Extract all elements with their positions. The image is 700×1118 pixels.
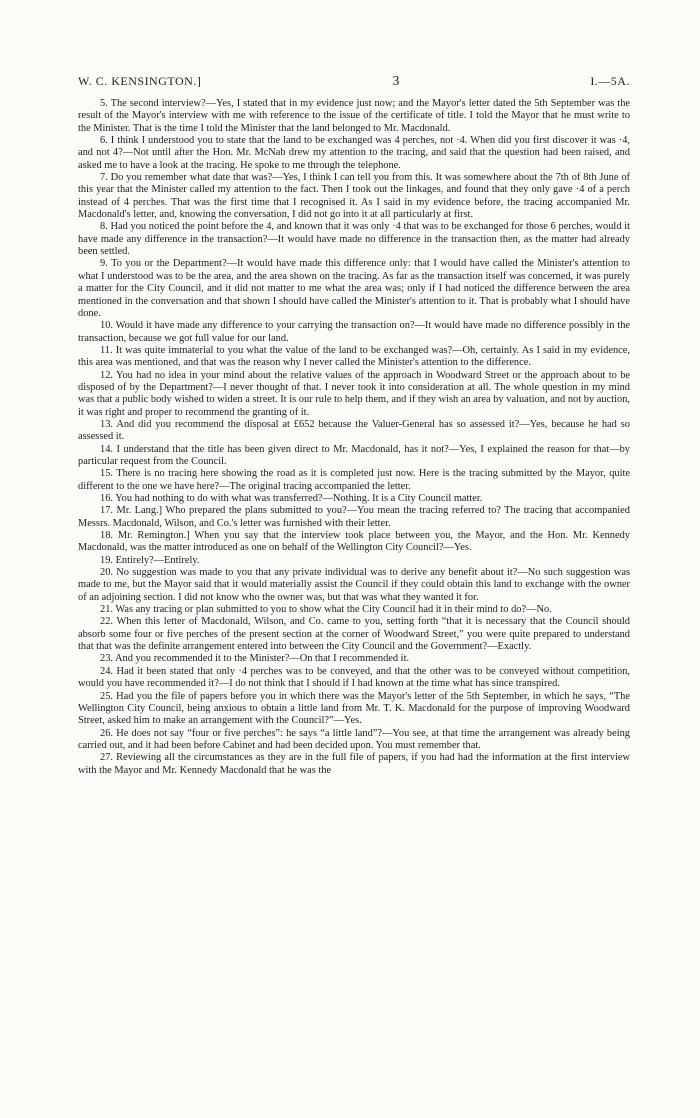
paragraph-q13: 13. And did you recommend the disposal at £652 because the Valuer-General has so assessed it?—Yes, because he had so assessed it. <box>78 418 630 443</box>
paragraph-q17: 17. Mr. Lang.] Who prepared the plans submitted to you?—You mean the tracing referred to? The tracing that accompanied Messrs. Macdonald, Wilson, and Co.'s letter was furnished with their letter. <box>78 505 630 529</box>
document-body <box>78 98 630 777</box>
page-number: 3 <box>392 74 400 89</box>
paragraph-q22: 22. When this letter of Macdonald, Wilson, and Co. came to you, setting forth “that it is necessary that the Council should absorb some four or five perches of the present section at the corner of Woodward Street,” you were quite prepared to understand that that was the definite arrangement entered into between the City Council and the Government?—Exactly. <box>78 616 630 653</box>
paragraph-q21: 21. Was any tracing or plan submitted to you to show what the City Council had it in their mind to do?—No. <box>100 604 552 616</box>
paragraph-q14: 14. I understand that the title has been given direct to Mr. Macdonald, has it not?—Yes, I explained the reason for that—by particular request from the Council. <box>78 443 630 467</box>
paragraph-q24: 24. Had it been stated that only ·4 perches was to be conveyed, and that the other was to be conveyed without competition, would you have recommended it?—I do not think that I should if I had known at the time what has since transpired. <box>78 665 630 690</box>
paragraph-q20: 20. No suggestion was made to you that any private individual was to derive any benefit about it?—No such suggestion was made to me, but the Mayor said that it would materially assist the Council if they could obtain this land to exchange with the owner of an adjoining section. I did not know who the owner was, but that was what they wanted it for. <box>78 567 630 603</box>
paragraph-q26: 26. He does not say “four or five perches”: he says “a little land”?—You see, at that time the arrangement was already being carried out, and it had been before Cabinet and had been decided upon. You must remember that. <box>78 727 630 751</box>
page-header <box>78 74 630 98</box>
paragraph-q11: 11. It was quite immaterial to you what the value of the land to be exchanged was?—Oh, certainly. As I said in my evidence, this area was mentioned, and that was the reason why I never called the Minister's attention to the difference. <box>78 344 630 369</box>
paragraph-q27: 27. Reviewing all the circumstances as they are in the full file of papers, if you had had the information at the first interview with the Mayor and Mr. Kennedy Macdonald that he was the <box>78 752 630 776</box>
paragraph-q7: 7. Do you remember what date that was?—Yes, I think I can tell you from this. It was somewhere about the 7th of 8th June of this year that the Minister called my attention to the fact. Then I took out the linkages, and found that they only gave ·4 of a perch instead of 4 perches. That was the first time that I recognised it. As I said in my evidence before, the tracing accompanied Mr. Macdonald's letter, and, knowing the conversation, I did not go into it at all particularly at first. <box>78 172 630 221</box>
paragraph-q15: 15. There is no tracing here showing the road as it is completed just now. Here is the tracing submitted by the Mayor, quite different to the one we have here?—The original tracing accompanied the letter. <box>78 468 630 492</box>
paragraph-q16: 16. You had nothing to do with what was transferred?—Nothing. It is a City Council matter. <box>100 493 483 504</box>
paragraph-q12: 12. You had no idea in your mind about the relative values of the approach in Woodward Street or the approach about to be disposed of by the Department?—I never thought of that. I never took it into consideration at all. The whole question in my mind was that a public body wished to widen a street. It is our rule to help them, and if they wish an area by valuation, and not by auction, it was right and proper to recommend the granting of it. <box>78 369 630 418</box>
paragraph-q5: 5. The second interview?—Yes, I stated that in my evidence just now; and the Mayor's letter dated the 5th September was the result of the Mayor's interview with me with reference to the issue of the certificate of title. I told the Mayor that he must write to the Minister. That is the time I told the Minister that the land belonged to Mr. Macdonald. <box>78 98 630 134</box>
paragraph-q25: 25. Had you the file of papers before you in which there was the Mayor's letter of the 5th September, in which he says, “The Wellington City Council, being anxious to obtain a little land from Mr. T. K. Macdonald for the purpose of improving Woodward Street, asked him to make an arrangement with the Council?”—Yes. <box>78 690 630 727</box>
paragraph-q10: 10. Would it have made any difference to your carrying the transaction on?—It would have made no difference possibly in the transaction, because we got full value for our land. <box>78 320 630 344</box>
document-reference: I.—5A. <box>590 74 630 88</box>
paragraph-q9: 9. To you or the Department?—It would have made this difference only: that I would have called the Minister's attention to what I understood was to be the area, and the area shown on the tracing. As far as the transaction itself was concerned, it was purely a matter for the City Council, and it did not matter to me what the area was; only if I had noticed the difference between the area mentioned in the conversation and that shown I should have called the Minister's attention to it. That is probably what I should have done. <box>78 258 630 319</box>
paragraph-q18: 18. Mr. Remington.] When you say that the interview took place between you, the Mayor, and the Hon. Mr. Kennedy Macdonald, was the matter introduced as one on behalf of the Wellington City Council?—Yes. <box>78 530 630 554</box>
paragraph-q6: 6. I think I understood you to state that the land to be exchanged was 4 perches, not ·4. When did you first discover it was ·4, and not 4?—Not until after the Hon. Mr. McNab drew my attention to the tracing, and said that the question had been raised, and asked me to have a look at the tracing. He spoke to me through the telephone. <box>78 135 630 171</box>
running-head-name: W. C. KENSINGTON.] <box>78 74 202 88</box>
paragraph-q8: 8. Had you noticed the point before the 4, and known that it was only ·4 that was to be exchanged for those 6 perches, would it have made any difference in the transaction?—It would have made no difference in the transaction then, as the matter had already been settled. <box>78 221 630 258</box>
paragraph-q19: 19. Entirely?—Entirely. <box>100 554 200 566</box>
paragraph-q23: 23. And you recommended it to the Minister?—On that I recommended it. <box>100 653 410 665</box>
